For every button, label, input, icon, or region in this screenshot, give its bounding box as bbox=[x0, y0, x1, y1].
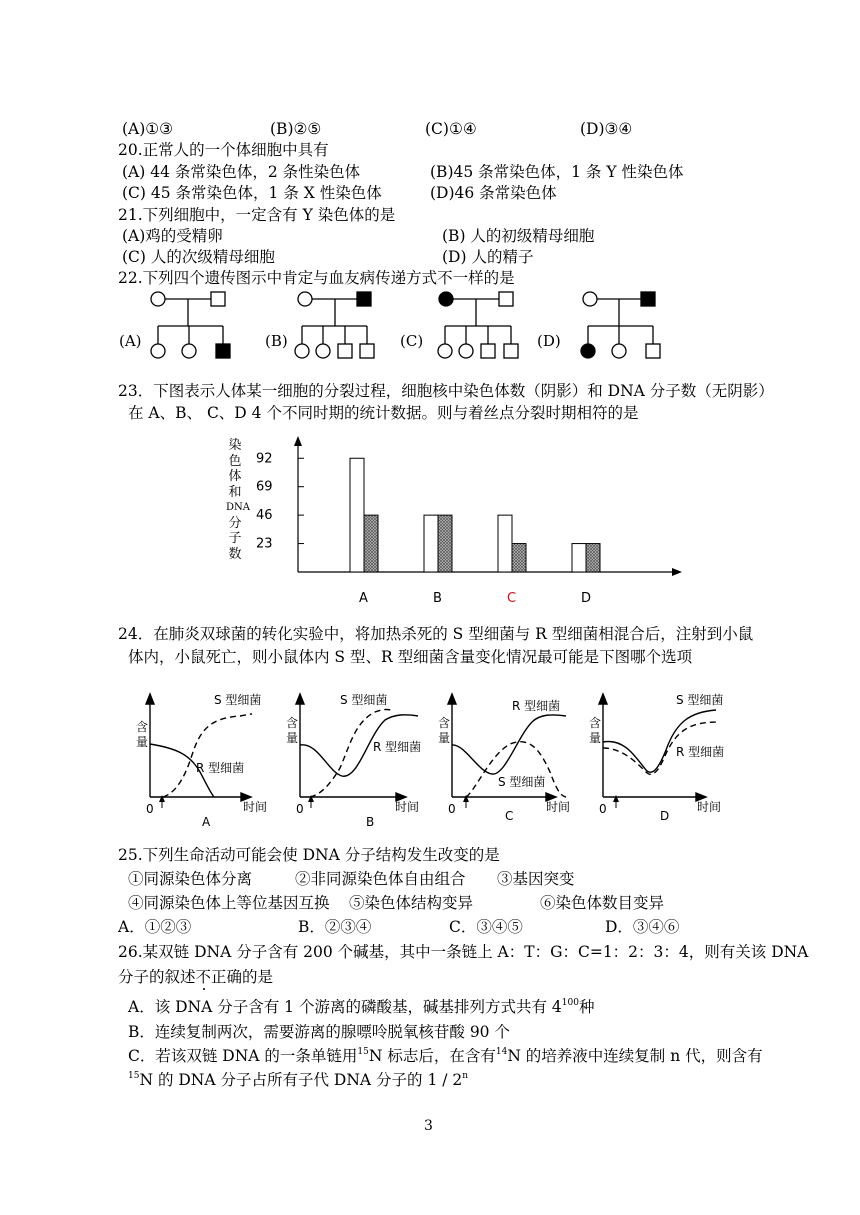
graph-b-r-label: R 型细菌 bbox=[373, 740, 422, 754]
graph-a-r-label: R 型细菌 bbox=[196, 761, 245, 775]
graph-c-label: C bbox=[505, 809, 514, 823]
q26-option-c-line2 bbox=[128, 1070, 468, 1090]
x-category-label: D bbox=[581, 591, 592, 606]
q20-option-b: (B)45 条常染色体，1 条 Y 性染色体 bbox=[430, 163, 684, 181]
graph-b-ylabel-2: 量 bbox=[286, 731, 299, 745]
q22-label-b: (B) bbox=[265, 332, 288, 350]
q25-option-c: C．③④⑤ bbox=[449, 918, 523, 936]
s-type-curve bbox=[603, 710, 716, 772]
graph-c-ylabel-2: 量 bbox=[438, 731, 451, 745]
q26-stem-part: 正确的是 bbox=[211, 968, 274, 986]
graph-a-ylabel-2: 量 bbox=[136, 735, 149, 749]
q21-option-a: (A)鸡的受精卵 bbox=[122, 227, 223, 245]
q21-option-c: (C) 人的次级精母细胞 bbox=[122, 248, 275, 266]
y-tick-label: 92 bbox=[256, 451, 273, 467]
graph-c-ylabel-1: 含 bbox=[438, 716, 451, 730]
r-type-curve bbox=[452, 715, 566, 774]
q25-option-b: B．②③④ bbox=[298, 918, 372, 936]
q25-option-a: A．①②③ bbox=[118, 918, 192, 936]
ylabel-char: 数 bbox=[228, 546, 242, 562]
q24-stem-line1: 24．在肺炎双球菌的转化实验中，将加热杀死的 S 型细菌与 R 型细菌相混合后，注射到小鼠 bbox=[118, 625, 754, 643]
y-tick-label: 69 bbox=[256, 479, 273, 495]
q24-stem-line2: 体内，小鼠死亡，则小鼠体内 S 型、R 型细菌含量变化情况最可能是下图哪个选项 bbox=[128, 648, 693, 666]
q21-option-d: (D) 人的精子 bbox=[442, 248, 534, 266]
q25-option-d: D．③④⑥ bbox=[605, 918, 680, 936]
q26-emphasis-text: 不 bbox=[195, 968, 212, 986]
x-category-label: A bbox=[359, 591, 368, 606]
graph-b-zero: 0 bbox=[296, 802, 304, 816]
q25-item-4: ④同源染色体上等位基因互换 bbox=[128, 894, 330, 912]
q21-stem: 21.下列细胞中，一定含有 Y 染色体的是 bbox=[118, 206, 396, 224]
page-number: 3 bbox=[424, 1118, 433, 1134]
q26-emphasis-not bbox=[196, 968, 212, 986]
y-tick-label: 46 bbox=[256, 508, 273, 524]
q22-label-a: (A) bbox=[119, 332, 142, 350]
graph-a-s-label: S 型细菌 bbox=[214, 693, 262, 707]
q25-item-5: ⑤染色体结构变异 bbox=[349, 894, 474, 912]
q20-option-a: (A) 44 条常染色体，2 条性染色体 bbox=[122, 163, 361, 181]
q26-option-c-text: N 的 DNA 分子占所有子代 DNA 分子的 1 / 2 bbox=[139, 1071, 463, 1089]
q26-option-c-text: C．若该双链 DNA 的一条单链用 bbox=[128, 1047, 358, 1065]
ylabel-char: 染 bbox=[228, 438, 242, 453]
q26-option-a bbox=[128, 997, 594, 1017]
q26-stem-part: 分子的叙述 bbox=[118, 968, 196, 986]
q19-option-d: (D)③④ bbox=[580, 120, 633, 138]
q19-option-a: (A)①③ bbox=[122, 120, 174, 138]
q22-stem: 22.下列四个遗传图示中肯定与血友病传递方式不一样的是 bbox=[118, 269, 515, 287]
graph-a bbox=[146, 694, 252, 808]
graph-b-label: B bbox=[366, 815, 375, 829]
ylabel-char: 分 bbox=[228, 515, 242, 531]
graph-b-s-label: S 型细菌 bbox=[340, 693, 388, 707]
q22-label-d: (D) bbox=[537, 332, 561, 350]
q25-item-2: ②非同源染色体自由组合 bbox=[295, 870, 466, 888]
ylabel-char: 色 bbox=[228, 453, 242, 469]
graph-d-label: D bbox=[660, 809, 670, 823]
q26-stem-line2 bbox=[118, 967, 273, 987]
q26-option-b: B．连续复制两次，需要游离的腺嘌呤脱氧核苷酸 90 个 bbox=[128, 1023, 510, 1041]
graph-a-label: A bbox=[202, 815, 211, 829]
ylabel-char: 和 bbox=[228, 484, 242, 500]
graph-c-s-label: S 型细菌 bbox=[498, 775, 546, 789]
isotope-superscript: 15 bbox=[128, 1071, 140, 1081]
isotope-superscript: 14 bbox=[495, 1047, 508, 1057]
graph-d-xlabel: 时间 bbox=[697, 800, 722, 814]
q25-item-3: ③基因突变 bbox=[497, 870, 575, 888]
graph-c-zero: 0 bbox=[448, 802, 456, 816]
q25-stem: 25.下列生命活动可能会使 DNA 分子结构发生改变的是 bbox=[118, 846, 500, 864]
graph-a-xlabel: 时间 bbox=[243, 800, 268, 814]
q23-stem-line1: 23．下图表示人体某一细胞的分裂过程，细胞核中染色体数（阴影）和 DNA 分子数（无阴影） bbox=[118, 382, 774, 400]
q20-stem: 20.正常人的一个体细胞中具有 bbox=[118, 141, 329, 159]
graph-a-ylabel-1: 含 bbox=[136, 720, 149, 734]
y-tick-label: 23 bbox=[256, 536, 273, 552]
x-category-label: B bbox=[433, 591, 442, 606]
x-category-label: C bbox=[507, 591, 517, 606]
q22-label-c: (C) bbox=[400, 332, 424, 350]
q26-stem-line1: 26.某双链 DNA 分子含有 200 个碱基，其中一条链上 A：T：G：C=1：2：3：4，则有关该 DNA bbox=[118, 943, 809, 961]
isotope-superscript: 15 bbox=[357, 1047, 369, 1057]
ylabel-char: DNA bbox=[226, 502, 250, 513]
q25-item-6: ⑥染色体数目变异 bbox=[540, 894, 665, 912]
exponent-superscript: n bbox=[462, 1071, 469, 1081]
graph-a-zero: 0 bbox=[146, 802, 154, 816]
graph-d-ylabel-1: 含 bbox=[589, 716, 602, 730]
graph-b-xlabel: 时间 bbox=[395, 800, 420, 814]
ylabel-char: 体 bbox=[228, 469, 242, 484]
q20-option-d: (D)46 条常染色体 bbox=[430, 184, 557, 202]
graph-d-ylabel-2: 量 bbox=[589, 731, 602, 745]
q26-option-c-text: N 的培养液中连续复制 n 代，则含有 bbox=[507, 1047, 763, 1065]
q26-option-c-text: N 标志后，在含有 bbox=[368, 1047, 496, 1065]
ylabel-char: 子 bbox=[228, 531, 242, 546]
s-type-curve bbox=[163, 714, 252, 797]
q26-option-c-line1 bbox=[128, 1046, 763, 1066]
graph-d-s-label: S 型细菌 bbox=[676, 693, 724, 707]
q21-option-b: (B) 人的初级精母细胞 bbox=[442, 227, 595, 245]
graph-d-r-label: R 型细菌 bbox=[676, 745, 725, 759]
q26-option-a-text: A．该 DNA 分子含有 1 个游离的磷酸基，碱基排列方式共有 4 bbox=[128, 998, 562, 1016]
emphasis-dot bbox=[203, 988, 205, 990]
graph-d-zero: 0 bbox=[599, 802, 607, 816]
graph-b-ylabel-1: 含 bbox=[286, 716, 299, 730]
q25-item-1: ①同源染色体分离 bbox=[128, 870, 253, 888]
q23-stem-line2: 在 A、B、 C、D 4 个不同时期的统计数据。则与着丝点分裂时期相符的是 bbox=[128, 404, 639, 422]
q20-option-c: (C) 45 条常染色体，1 条 X 性染色体 bbox=[122, 184, 382, 202]
q26-option-a-text-end: 种 bbox=[578, 998, 595, 1016]
q26-option-a-exponent: 100 bbox=[561, 998, 579, 1008]
graph-c-r-label: R 型细菌 bbox=[512, 699, 561, 713]
q19-option-c: (C)①④ bbox=[425, 120, 477, 138]
graph-c-xlabel: 时间 bbox=[546, 800, 571, 814]
q19-option-b: (B)②⑤ bbox=[270, 120, 322, 138]
